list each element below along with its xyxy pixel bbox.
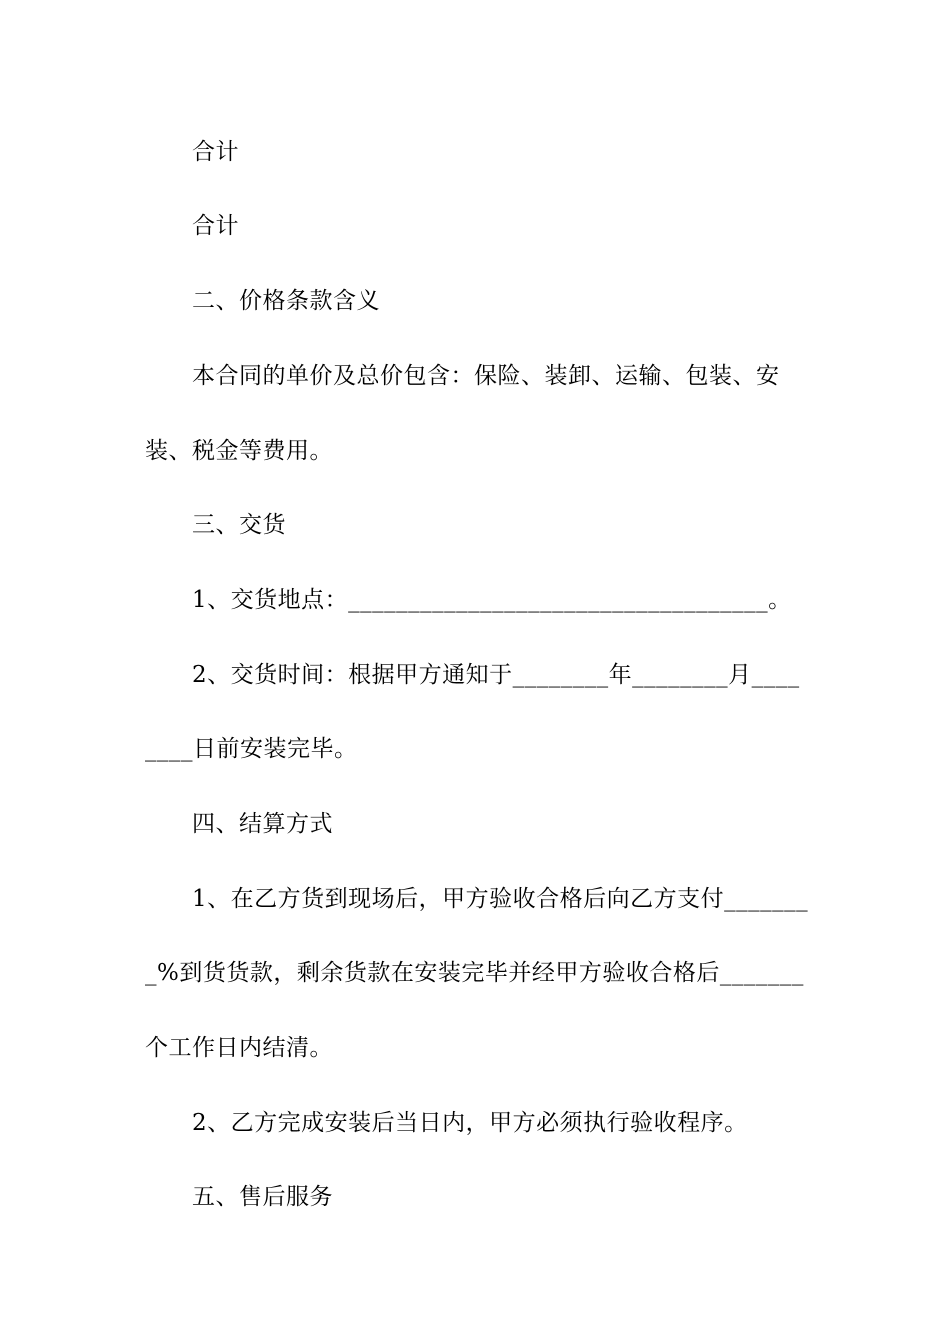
delivery-time-line-2: ____日前安装完毕。	[145, 736, 358, 762]
paragraph-price-line-1: 本合同的单价及总价包含：保险、装卸、运输、包装、安	[192, 363, 780, 389]
delivery-time-line-1: 2、交货时间：根据甲方通知于________年________月____	[192, 662, 800, 688]
section-heading-after-sales: 五、售后服务	[192, 1184, 333, 1210]
settlement-item-1-line-2: _%到货货款，剩余货款在安装完毕并经甲方验收合格后_______	[145, 960, 804, 986]
settlement-item-1-line-1: 1、在乙方货到现场后，甲方验收合格后向乙方支付_______	[192, 886, 809, 912]
section-heading-price-terms: 二、价格条款含义	[192, 288, 380, 314]
delivery-location-line: 1、交货地点：___________________________________。	[192, 587, 792, 613]
section-heading-settlement: 四、结算方式	[192, 811, 333, 837]
total-label-1: 合计	[192, 139, 239, 165]
settlement-item-1-line-3: 个工作日内结清。	[145, 1035, 333, 1061]
settlement-item-2: 2、乙方完成安装后当日内，甲方必须执行验收程序。	[192, 1110, 748, 1136]
section-heading-delivery: 三、交货	[192, 512, 286, 538]
paragraph-price-line-2: 装、税金等费用。	[145, 438, 333, 464]
total-label-2: 合计	[192, 213, 239, 239]
